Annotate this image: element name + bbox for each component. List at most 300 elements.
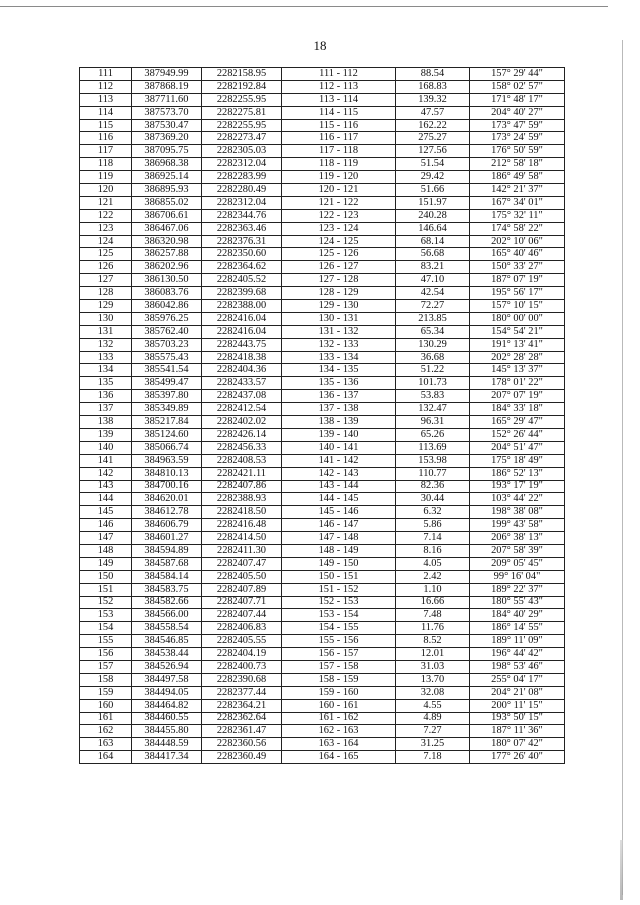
x-coordinate-cell: 385499.47 <box>132 377 202 390</box>
segment-cell: 141 - 142 <box>282 454 396 467</box>
angle-cell: 187° 11' 36" <box>470 725 565 738</box>
x-coordinate-cell: 386467.06 <box>132 222 202 235</box>
length-cell: 83.21 <box>396 261 470 274</box>
angle-cell: 175° 32' 11" <box>470 209 565 222</box>
segment-cell: 125 - 126 <box>282 248 396 261</box>
x-coordinate-cell: 386895.93 <box>132 184 202 197</box>
angle-cell: 212° 58' 18" <box>470 158 565 171</box>
point-number-cell: 116 <box>80 132 132 145</box>
segment-cell: 130 - 131 <box>282 312 396 325</box>
length-cell: 65.26 <box>396 428 470 441</box>
y-coordinate-cell: 2282344.76 <box>202 209 282 222</box>
page-number: 18 <box>313 38 327 53</box>
y-coordinate-cell: 2282275.81 <box>202 106 282 119</box>
y-coordinate-cell: 2282273.47 <box>202 132 282 145</box>
x-coordinate-cell: 384448.59 <box>132 738 202 751</box>
x-coordinate-cell: 384594.89 <box>132 544 202 557</box>
length-cell: 11.76 <box>396 622 470 635</box>
segment-cell: 112 - 113 <box>282 80 396 93</box>
segment-cell: 153 - 154 <box>282 609 396 622</box>
segment-cell: 160 - 161 <box>282 699 396 712</box>
point-number-cell: 141 <box>80 454 132 467</box>
point-number-cell: 133 <box>80 351 132 364</box>
segment-cell: 135 - 136 <box>282 377 396 390</box>
table-row <box>80 300 565 313</box>
angle-cell: 180° 00' 00" <box>470 312 565 325</box>
table-row <box>80 467 565 480</box>
segment-cell: 117 - 118 <box>282 145 396 158</box>
point-number-cell: 129 <box>80 300 132 313</box>
x-coordinate-cell: 384464.82 <box>132 699 202 712</box>
x-coordinate-cell: 385762.40 <box>132 325 202 338</box>
x-coordinate-cell: 384538.44 <box>132 648 202 661</box>
point-number-cell: 127 <box>80 274 132 287</box>
angle-cell: 173° 47' 59" <box>470 119 565 132</box>
table-row <box>80 660 565 673</box>
y-coordinate-cell: 2282280.49 <box>202 184 282 197</box>
point-number-cell: 159 <box>80 686 132 699</box>
table-row <box>80 261 565 274</box>
y-coordinate-cell: 2282421.11 <box>202 467 282 480</box>
segment-cell: 124 - 125 <box>282 235 396 248</box>
x-coordinate-cell: 385397.80 <box>132 390 202 403</box>
segment-cell: 145 - 146 <box>282 506 396 519</box>
length-cell: 4.05 <box>396 557 470 570</box>
x-coordinate-cell: 384587.68 <box>132 557 202 570</box>
point-number-cell: 111 <box>80 68 132 81</box>
x-coordinate-cell: 386855.02 <box>132 196 202 209</box>
point-number-cell: 142 <box>80 467 132 480</box>
y-coordinate-cell: 2282305.03 <box>202 145 282 158</box>
x-coordinate-cell: 384417.34 <box>132 751 202 764</box>
x-coordinate-cell: 387949.99 <box>132 68 202 81</box>
table-row <box>80 312 565 325</box>
x-coordinate-cell: 387573.70 <box>132 106 202 119</box>
segment-cell: 137 - 138 <box>282 403 396 416</box>
segment-cell: 115 - 116 <box>282 119 396 132</box>
table-row <box>80 441 565 454</box>
angle-cell: 196° 44' 42" <box>470 648 565 661</box>
length-cell: 127.56 <box>396 145 470 158</box>
length-cell: 65.34 <box>396 325 470 338</box>
table-row <box>80 454 565 467</box>
segment-cell: 118 - 119 <box>282 158 396 171</box>
y-coordinate-cell: 2282407.89 <box>202 583 282 596</box>
x-coordinate-cell: 386706.61 <box>132 209 202 222</box>
length-cell: 68.14 <box>396 235 470 248</box>
x-coordinate-cell: 386925.14 <box>132 171 202 184</box>
segment-cell: 159 - 160 <box>282 686 396 699</box>
segment-cell: 152 - 153 <box>282 596 396 609</box>
angle-cell: 204° 21' 08" <box>470 686 565 699</box>
point-number-cell: 138 <box>80 416 132 429</box>
y-coordinate-cell: 2282407.86 <box>202 480 282 493</box>
segment-cell: 144 - 145 <box>282 493 396 506</box>
table-row <box>80 351 565 364</box>
x-coordinate-cell: 387369.20 <box>132 132 202 145</box>
x-coordinate-cell: 385703.23 <box>132 338 202 351</box>
point-number-cell: 156 <box>80 648 132 661</box>
angle-cell: 186° 52' 13" <box>470 467 565 480</box>
point-number-cell: 151 <box>80 583 132 596</box>
length-cell: 51.54 <box>396 158 470 171</box>
y-coordinate-cell: 2282407.71 <box>202 596 282 609</box>
segment-cell: 163 - 164 <box>282 738 396 751</box>
table-row <box>80 635 565 648</box>
x-coordinate-cell: 384494.05 <box>132 686 202 699</box>
table-row <box>80 673 565 686</box>
table-row <box>80 738 565 751</box>
angle-cell: 145° 13' 37" <box>470 364 565 377</box>
table-row <box>80 325 565 338</box>
y-coordinate-cell: 2282192.84 <box>202 80 282 93</box>
y-coordinate-cell: 2282418.38 <box>202 351 282 364</box>
length-cell: 72.27 <box>396 300 470 313</box>
segment-cell: 129 - 130 <box>282 300 396 313</box>
point-number-cell: 115 <box>80 119 132 132</box>
segment-cell: 150 - 151 <box>282 570 396 583</box>
angle-cell: 195° 56' 17" <box>470 287 565 300</box>
length-cell: 31.25 <box>396 738 470 751</box>
length-cell: 96.31 <box>396 416 470 429</box>
angle-cell: 180° 55' 43" <box>470 596 565 609</box>
angle-cell: 207° 07' 19" <box>470 390 565 403</box>
angle-cell: 198° 38' 08" <box>470 506 565 519</box>
segment-cell: 127 - 128 <box>282 274 396 287</box>
y-coordinate-cell: 2282361.47 <box>202 725 282 738</box>
length-cell: 47.57 <box>396 106 470 119</box>
length-cell: 5.86 <box>396 519 470 532</box>
segment-cell: 139 - 140 <box>282 428 396 441</box>
segment-cell: 113 - 114 <box>282 93 396 106</box>
y-coordinate-cell: 2282363.46 <box>202 222 282 235</box>
table-row <box>80 274 565 287</box>
table-row <box>80 596 565 609</box>
angle-cell: 150° 33' 27" <box>470 261 565 274</box>
table-row <box>80 622 565 635</box>
segment-cell: 158 - 159 <box>282 673 396 686</box>
x-coordinate-cell: 384526.94 <box>132 660 202 673</box>
segment-cell: 143 - 144 <box>282 480 396 493</box>
segment-cell: 142 - 143 <box>282 467 396 480</box>
angle-cell: 186° 14' 55" <box>470 622 565 635</box>
y-coordinate-cell: 2282407.44 <box>202 609 282 622</box>
point-number-cell: 131 <box>80 325 132 338</box>
segment-cell: 140 - 141 <box>282 441 396 454</box>
length-cell: 42.54 <box>396 287 470 300</box>
y-coordinate-cell: 2282408.53 <box>202 454 282 467</box>
segment-cell: 155 - 156 <box>282 635 396 648</box>
y-coordinate-cell: 2282312.04 <box>202 196 282 209</box>
length-cell: 6.32 <box>396 506 470 519</box>
y-coordinate-cell: 2282443.75 <box>202 338 282 351</box>
angle-cell: 177° 26' 40" <box>470 751 565 764</box>
y-coordinate-cell: 2282158.95 <box>202 68 282 81</box>
top-border-line <box>0 6 608 7</box>
table-row <box>80 222 565 235</box>
point-number-cell: 139 <box>80 428 132 441</box>
x-coordinate-cell: 386042.86 <box>132 300 202 313</box>
length-cell: 29.42 <box>396 171 470 184</box>
y-coordinate-cell: 2282377.44 <box>202 686 282 699</box>
x-coordinate-cell: 386968.38 <box>132 158 202 171</box>
length-cell: 213.85 <box>396 312 470 325</box>
segment-cell: 154 - 155 <box>282 622 396 635</box>
segment-cell: 149 - 150 <box>282 557 396 570</box>
length-cell: 7.48 <box>396 609 470 622</box>
y-coordinate-cell: 2282414.50 <box>202 532 282 545</box>
segment-cell: 121 - 122 <box>282 196 396 209</box>
table-row <box>80 377 565 390</box>
y-coordinate-cell: 2282399.68 <box>202 287 282 300</box>
table-row <box>80 686 565 699</box>
y-coordinate-cell: 2282404.19 <box>202 648 282 661</box>
segment-cell: 148 - 149 <box>282 544 396 557</box>
point-number-cell: 146 <box>80 519 132 532</box>
y-coordinate-cell: 2282388.00 <box>202 300 282 313</box>
table-row <box>80 248 565 261</box>
table-row <box>80 119 565 132</box>
x-coordinate-cell: 384497.58 <box>132 673 202 686</box>
x-coordinate-cell: 386320.98 <box>132 235 202 248</box>
y-coordinate-cell: 2282416.04 <box>202 325 282 338</box>
table-row <box>80 648 565 661</box>
segment-cell: 131 - 132 <box>282 325 396 338</box>
angle-cell: 158° 02' 57" <box>470 80 565 93</box>
segment-cell: 123 - 124 <box>282 222 396 235</box>
table-row <box>80 68 565 81</box>
x-coordinate-cell: 385541.54 <box>132 364 202 377</box>
y-coordinate-cell: 2282405.52 <box>202 274 282 287</box>
point-number-cell: 130 <box>80 312 132 325</box>
table-row <box>80 570 565 583</box>
point-number-cell: 118 <box>80 158 132 171</box>
length-cell: 51.66 <box>396 184 470 197</box>
table-row <box>80 364 565 377</box>
angle-cell: 199° 43' 58" <box>470 519 565 532</box>
x-coordinate-cell: 384566.00 <box>132 609 202 622</box>
length-cell: 7.14 <box>396 532 470 545</box>
point-number-cell: 144 <box>80 493 132 506</box>
segment-cell: 119 - 120 <box>282 171 396 184</box>
length-cell: 162.22 <box>396 119 470 132</box>
length-cell: 1.10 <box>396 583 470 596</box>
segment-cell: 132 - 133 <box>282 338 396 351</box>
length-cell: 132.47 <box>396 403 470 416</box>
x-coordinate-cell: 384700.16 <box>132 480 202 493</box>
angle-cell: 207° 58' 39" <box>470 544 565 557</box>
table-row <box>80 583 565 596</box>
point-number-cell: 155 <box>80 635 132 648</box>
segment-cell: 157 - 158 <box>282 660 396 673</box>
segment-cell: 162 - 163 <box>282 725 396 738</box>
table-row <box>80 480 565 493</box>
y-coordinate-cell: 2282283.99 <box>202 171 282 184</box>
table-row <box>80 751 565 764</box>
table-row <box>80 519 565 532</box>
length-cell: 110.77 <box>396 467 470 480</box>
point-number-cell: 137 <box>80 403 132 416</box>
x-coordinate-cell: 384558.54 <box>132 622 202 635</box>
y-coordinate-cell: 2282405.55 <box>202 635 282 648</box>
point-number-cell: 160 <box>80 699 132 712</box>
y-coordinate-cell: 2282376.31 <box>202 235 282 248</box>
angle-cell: 193° 50' 15" <box>470 712 565 725</box>
segment-cell: 122 - 123 <box>282 209 396 222</box>
angle-cell: 99° 16' 04" <box>470 570 565 583</box>
table-row <box>80 171 565 184</box>
y-coordinate-cell: 2282433.57 <box>202 377 282 390</box>
angle-cell: 176° 50' 59" <box>470 145 565 158</box>
length-cell: 56.68 <box>396 248 470 261</box>
point-number-cell: 161 <box>80 712 132 725</box>
y-coordinate-cell: 2282437.08 <box>202 390 282 403</box>
angle-cell: 198° 53' 46" <box>470 660 565 673</box>
point-number-cell: 135 <box>80 377 132 390</box>
length-cell: 240.28 <box>396 209 470 222</box>
point-number-cell: 158 <box>80 673 132 686</box>
length-cell: 101.73 <box>396 377 470 390</box>
length-cell: 130.29 <box>396 338 470 351</box>
length-cell: 7.18 <box>396 751 470 764</box>
angle-cell: 184° 40' 29" <box>470 609 565 622</box>
coordinates-table-body <box>80 68 565 764</box>
x-coordinate-cell: 384460.55 <box>132 712 202 725</box>
table-row <box>80 403 565 416</box>
point-number-cell: 154 <box>80 622 132 635</box>
length-cell: 153.98 <box>396 454 470 467</box>
y-coordinate-cell: 2282416.48 <box>202 519 282 532</box>
length-cell: 53.83 <box>396 390 470 403</box>
y-coordinate-cell: 2282406.83 <box>202 622 282 635</box>
x-coordinate-cell: 386083.76 <box>132 287 202 300</box>
length-cell: 36.68 <box>396 351 470 364</box>
point-number-cell: 125 <box>80 248 132 261</box>
length-cell: 7.27 <box>396 725 470 738</box>
angle-cell: 184° 33' 18" <box>470 403 565 416</box>
x-coordinate-cell: 384584.14 <box>132 570 202 583</box>
y-coordinate-cell: 2282402.02 <box>202 416 282 429</box>
x-coordinate-cell: 385124.60 <box>132 428 202 441</box>
point-number-cell: 114 <box>80 106 132 119</box>
angle-cell: 206° 38' 13" <box>470 532 565 545</box>
angle-cell: 193° 17' 19" <box>470 480 565 493</box>
x-coordinate-cell: 386257.88 <box>132 248 202 261</box>
point-number-cell: 164 <box>80 751 132 764</box>
table-row <box>80 209 565 222</box>
segment-cell: 146 - 147 <box>282 519 396 532</box>
length-cell: 113.69 <box>396 441 470 454</box>
angle-cell: 154° 54' 21" <box>470 325 565 338</box>
segment-cell: 156 - 157 <box>282 648 396 661</box>
segment-cell: 147 - 148 <box>282 532 396 545</box>
x-coordinate-cell: 384620.01 <box>132 493 202 506</box>
segment-cell: 164 - 165 <box>282 751 396 764</box>
y-coordinate-cell: 2282390.68 <box>202 673 282 686</box>
table-row <box>80 699 565 712</box>
angle-cell: 173° 24' 59" <box>470 132 565 145</box>
table-row <box>80 725 565 738</box>
length-cell: 4.89 <box>396 712 470 725</box>
length-cell: 32.08 <box>396 686 470 699</box>
table-row <box>80 106 565 119</box>
length-cell: 88.54 <box>396 68 470 81</box>
length-cell: 151.97 <box>396 196 470 209</box>
table-row <box>80 493 565 506</box>
point-number-cell: 121 <box>80 196 132 209</box>
point-number-cell: 120 <box>80 184 132 197</box>
x-coordinate-cell: 385349.89 <box>132 403 202 416</box>
point-number-cell: 119 <box>80 171 132 184</box>
segment-cell: 126 - 127 <box>282 261 396 274</box>
angle-cell: 204° 51' 47" <box>470 441 565 454</box>
point-number-cell: 117 <box>80 145 132 158</box>
segment-cell: 120 - 121 <box>282 184 396 197</box>
x-coordinate-cell: 386202.96 <box>132 261 202 274</box>
x-coordinate-cell: 385217.84 <box>132 416 202 429</box>
y-coordinate-cell: 2282360.49 <box>202 751 282 764</box>
x-coordinate-cell: 387095.75 <box>132 145 202 158</box>
table-row <box>80 544 565 557</box>
angle-cell: 152° 26' 44" <box>470 428 565 441</box>
point-number-cell: 136 <box>80 390 132 403</box>
point-number-cell: 124 <box>80 235 132 248</box>
length-cell: 13.70 <box>396 673 470 686</box>
angle-cell: 180° 07' 42" <box>470 738 565 751</box>
x-coordinate-cell: 384583.75 <box>132 583 202 596</box>
angle-cell: 103° 44' 22" <box>470 493 565 506</box>
segment-cell: 136 - 137 <box>282 390 396 403</box>
table-row <box>80 184 565 197</box>
table-row <box>80 416 565 429</box>
table-row <box>80 338 565 351</box>
table-row <box>80 145 565 158</box>
y-coordinate-cell: 2282312.04 <box>202 158 282 171</box>
y-coordinate-cell: 2282350.60 <box>202 248 282 261</box>
y-coordinate-cell: 2282364.62 <box>202 261 282 274</box>
point-number-cell: 123 <box>80 222 132 235</box>
x-coordinate-cell: 384606.79 <box>132 519 202 532</box>
point-number-cell: 128 <box>80 287 132 300</box>
scan-artifact <box>620 840 623 900</box>
y-coordinate-cell: 2282388.93 <box>202 493 282 506</box>
angle-cell: 202° 10' 06" <box>470 235 565 248</box>
point-number-cell: 147 <box>80 532 132 545</box>
point-number-cell: 134 <box>80 364 132 377</box>
x-coordinate-cell: 384963.59 <box>132 454 202 467</box>
length-cell: 146.64 <box>396 222 470 235</box>
table-row <box>80 532 565 545</box>
x-coordinate-cell: 386130.50 <box>132 274 202 287</box>
point-number-cell: 149 <box>80 557 132 570</box>
angle-cell: 165° 29' 47" <box>470 416 565 429</box>
y-coordinate-cell: 2282360.56 <box>202 738 282 751</box>
angle-cell: 200° 11' 15" <box>470 699 565 712</box>
point-number-cell: 162 <box>80 725 132 738</box>
length-cell: 275.27 <box>396 132 470 145</box>
table-row <box>80 287 565 300</box>
y-coordinate-cell: 2282404.36 <box>202 364 282 377</box>
x-coordinate-cell: 384810.13 <box>132 467 202 480</box>
angle-cell: 142° 21' 37" <box>470 184 565 197</box>
y-coordinate-cell: 2282412.54 <box>202 403 282 416</box>
angle-cell: 189° 22' 37" <box>470 583 565 596</box>
point-number-cell: 150 <box>80 570 132 583</box>
table-row <box>80 80 565 93</box>
segment-cell: 138 - 139 <box>282 416 396 429</box>
scan-edge-line <box>622 40 623 895</box>
point-number-cell: 145 <box>80 506 132 519</box>
